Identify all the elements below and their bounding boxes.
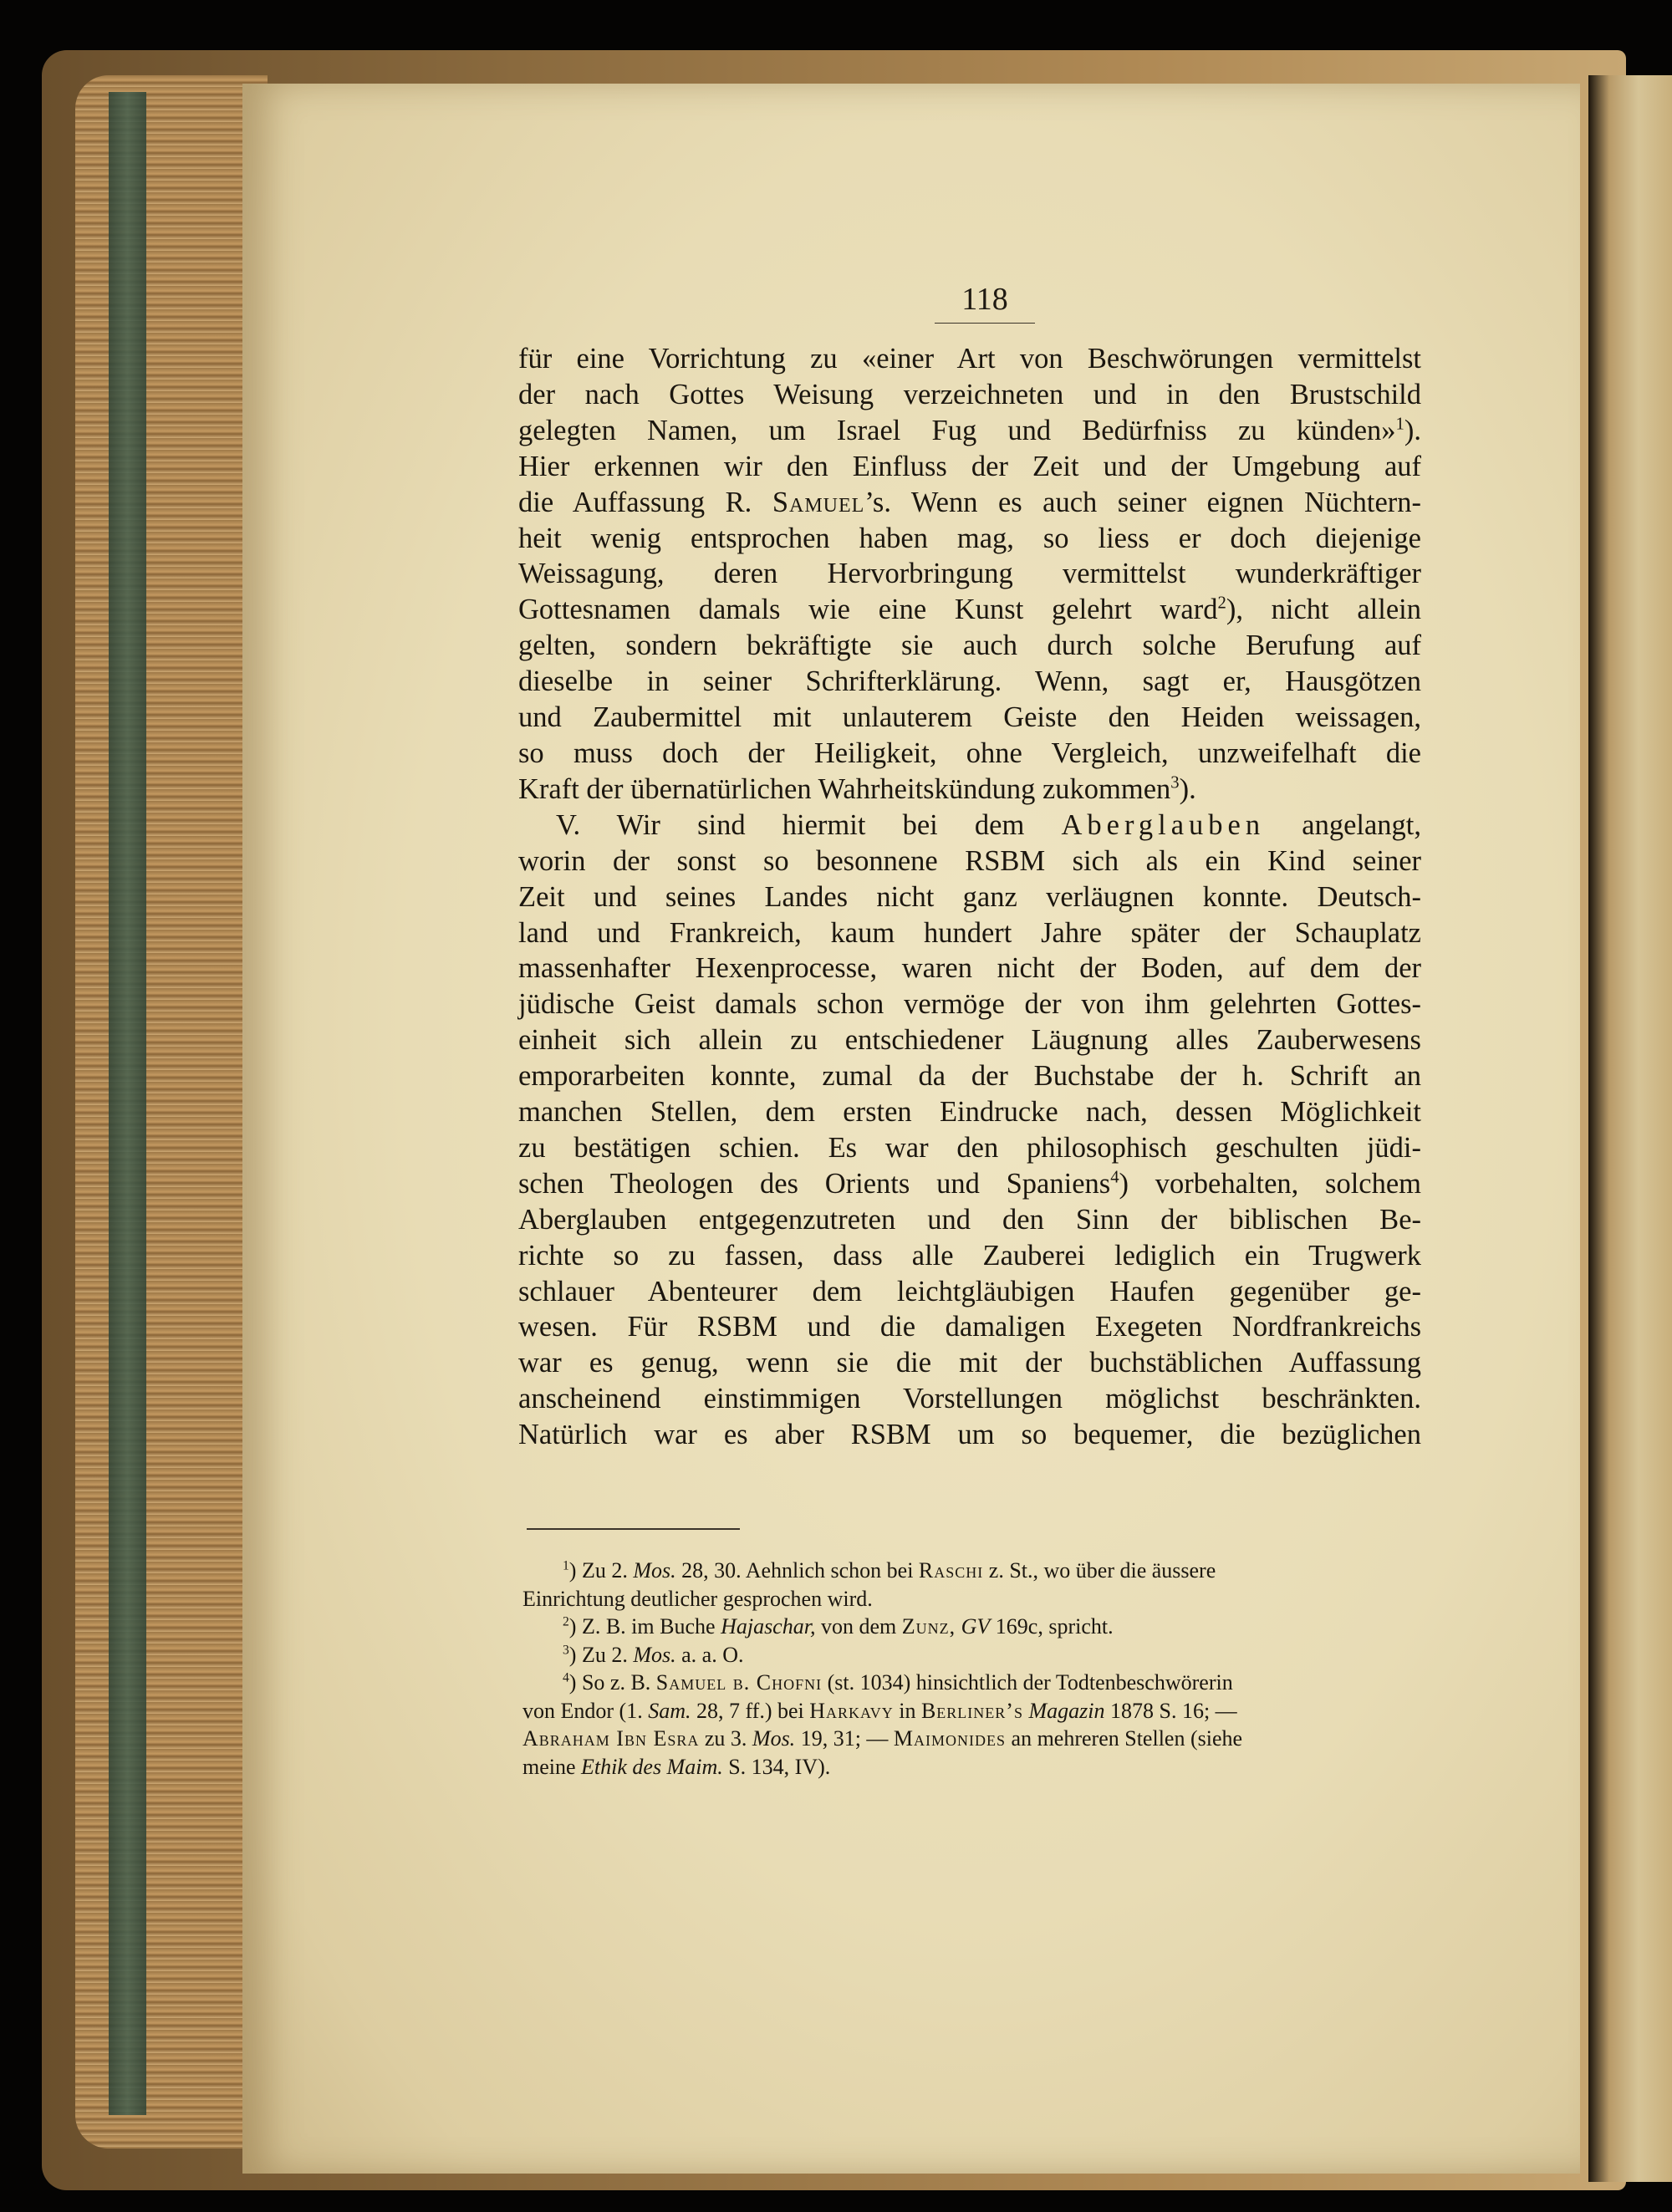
footnote-mark: 3 (563, 1642, 569, 1657)
text-line: so muss doch der Heiligkeit, ohne Vergleich, unzweifelhaft die (518, 736, 1421, 769)
text-line: land und Frankreich, kaum hundert Jahre später der Schauplatz (518, 916, 1421, 949)
small-caps-name: Samuel (772, 486, 865, 518)
text-line: manchen Stellen, dem ersten Eindrucke nach, dessen Möglichkeit (518, 1096, 1421, 1129)
text-line: massenhafter Hexenprocesse, waren nicht der Boden, auf dem der (518, 952, 1421, 985)
text-segment: ) vorbehalten, solchem (1119, 1167, 1422, 1200)
footnote-text: von Endor (1. (522, 1698, 649, 1723)
footnote-text: 19, 31; — (795, 1726, 894, 1751)
text-line: Hier erkennen wir den Einfluss der Zeit und der Umgebung auf (518, 450, 1421, 482)
footnote-text: meine (522, 1754, 582, 1779)
text-line: anscheinend einstimmigen Vorstellungen möglichst beschränkten. (518, 1383, 1421, 1415)
footnote-text: ) So z. B. (568, 1670, 656, 1695)
text-line: Natürlich war es aber RSBM um so bequemer, die bezüglichen (518, 1419, 1421, 1451)
footnote-text: (st. 1034) hinsichtlich der Todtenbeschwörerin (822, 1670, 1233, 1695)
text-line: und Zaubermittel mit unlauterem Geiste den Heiden weissagen, (518, 701, 1421, 734)
text-line: einheit sich allein zu entschiedener Läugnung alles Zauberwesens (518, 1024, 1421, 1057)
text-line (518, 1166, 1421, 1202)
footnote-ref[interactable]: 3 (1170, 773, 1180, 793)
footnote-italic: Ethik des Maim. (581, 1754, 723, 1779)
text-line: schlauer Abenteurer dem leichtgläubigen Haufen gegenüber ge- (518, 1275, 1421, 1307)
footnote-italic: Magazin (1028, 1698, 1105, 1723)
footnote-ref[interactable]: 4 (1110, 1168, 1119, 1187)
text-line: richte so zu fassen, dass alle Zauberei lediglich ein Trugwerk (518, 1239, 1421, 1272)
text-line: Zeit und seines Landes nicht ganz verläugnen konnte. Deutsch- (518, 880, 1421, 913)
text-line: Weissagung, deren Hervorbringung vermittelst wunderkräftiger (518, 558, 1421, 590)
text-segment: angelangt, (1265, 808, 1421, 841)
footnote-small-caps: Berliner’s (920, 1698, 1023, 1723)
text-line: für eine Vorrichtung zu «einer Art von Beschwörungen vermittelst (518, 343, 1421, 375)
footnote-small-caps: Zunz, (901, 1614, 956, 1639)
footnote-text: ) Zu 2. (568, 1558, 634, 1583)
footnote-italic: Hajaschar, (721, 1614, 816, 1639)
text-segment: Kraft der übernatürlichen Wahrheitskündung zukommen (518, 772, 1171, 805)
text-line (518, 808, 1421, 844)
page-number: 118 (935, 281, 1035, 324)
text-line (518, 592, 1421, 628)
text-segment: die Auffassung R. (518, 486, 772, 518)
footnotes (522, 1557, 1424, 1781)
text-segment: ’s. Wenn es auch seiner eignen Nüchtern- (864, 486, 1421, 518)
footnote-small-caps: Samuel b. Chofni (655, 1670, 823, 1695)
text-line: worin der sonst so besonnene RSBM sich als ein Kind seiner (518, 844, 1421, 877)
text-line: heit wenig entsprochen haben mag, so liess er doch diejenige (518, 522, 1421, 554)
page-edges (75, 75, 268, 2148)
footnote-text: von dem (815, 1614, 902, 1639)
text-line (518, 772, 1421, 808)
footnote-text: 28, 7 ff.) bei (691, 1698, 810, 1723)
footnote-small-caps: Abraham Ibn Esra (522, 1726, 700, 1751)
footnote-text: 28, 30. Aehnlich schon bei (675, 1558, 919, 1583)
footnote-text: zu 3. (699, 1726, 752, 1751)
footnote-4-line-4 (522, 1753, 1424, 1781)
footnote-italic: GV (961, 1614, 991, 1639)
footnote-4 (522, 1669, 1424, 1697)
text-line: der nach Gottes Weisung verzeichneten und in den Brustschild (518, 378, 1421, 410)
footnote-text: S. 134, IV). (722, 1754, 831, 1779)
text-line: emporarbeiten konnte, zumal da der Buchstabe der h. Schrift an (518, 1060, 1421, 1093)
text-segment: schen Theologen des Orients und Spaniens (518, 1167, 1111, 1200)
text-segment: V. Wir sind hiermit bei dem (556, 808, 1062, 841)
footnote-text: ) Z. B. im Buche (568, 1614, 721, 1639)
footnote-text: 169c, spricht. (990, 1614, 1114, 1639)
text-line: dieselbe in seiner Schrifterklärung. Wenn, sagt er, Hausgötzen (518, 665, 1421, 698)
footnote-italic: Mos. (752, 1726, 796, 1751)
text-segment: Gottesnamen damals wie eine Kunst gelehrt ward (518, 594, 1218, 626)
footnote-mark: 1 (563, 1558, 569, 1573)
body-text (518, 341, 1421, 1453)
text-segment: ), nicht allein (1226, 594, 1421, 626)
footnote-rule (527, 1528, 740, 1530)
footnote-3 (522, 1641, 1424, 1669)
footnote-italic: Mos. (633, 1558, 676, 1583)
footnote-text: a. a. O. (675, 1642, 744, 1667)
text-line: jüdische Geist damals schon vermöge der von ihm gelehrten Gottes- (518, 988, 1421, 1021)
next-page-edge (1588, 75, 1672, 2182)
footnote-text: z. St., wo über die äussere (983, 1558, 1216, 1583)
footnote-1-continued: Einrichtung deutlicher gesprochen wird. (522, 1586, 873, 1611)
footnote-text: 1878 S. 16; — (1104, 1698, 1237, 1723)
footnote-small-caps: Raschi (918, 1558, 984, 1583)
footnote-text: in (893, 1698, 921, 1723)
footnote-ref[interactable]: 1 (1395, 415, 1404, 434)
text-segment: ). (1179, 772, 1196, 805)
text-line: zu bestätigen schien. Es war den philosophisch geschulten jüdi- (518, 1131, 1421, 1164)
text-segment: ). (1404, 414, 1421, 446)
footnote-text: an mehreren Stellen (siehe (1006, 1726, 1243, 1751)
footnote-small-caps: Maimonides (893, 1726, 1007, 1751)
footnote-4-line-2 (522, 1697, 1424, 1725)
text-line (518, 413, 1421, 449)
spaced-emphasis: Aberglauben (1061, 808, 1266, 841)
cover-strip (109, 92, 146, 2115)
text-line (518, 485, 1421, 521)
footnote-text: ) Zu 2. (568, 1642, 634, 1667)
footnote-1 (522, 1557, 1424, 1585)
footnote-italic: Mos. (633, 1642, 676, 1667)
footnote-mark: 2 (563, 1614, 569, 1629)
footnote-italic: Sam. (648, 1698, 691, 1723)
text-line: Aberglauben entgegenzutreten und den Sinn der biblischen Be- (518, 1203, 1421, 1236)
text-line: gelten, sondern bekräftigte sie auch durch solche Berufung auf (518, 629, 1421, 662)
footnote-mark: 4 (563, 1670, 569, 1685)
text-line: wesen. Für RSBM und die damaligen Exegeten Nordfrankreichs (518, 1311, 1421, 1343)
footnote-ref[interactable]: 2 (1217, 594, 1226, 613)
footnote-2 (522, 1613, 1424, 1641)
text-line: war es genug, wenn sie die mit der buchstäblichen Auffassung (518, 1347, 1421, 1379)
footnote-small-caps: Harkavy (809, 1698, 894, 1723)
footnote-4-line-3 (522, 1725, 1424, 1753)
text-segment: gelegten Namen, um Israel Fug und Bedürfniss zu künden» (518, 414, 1396, 446)
